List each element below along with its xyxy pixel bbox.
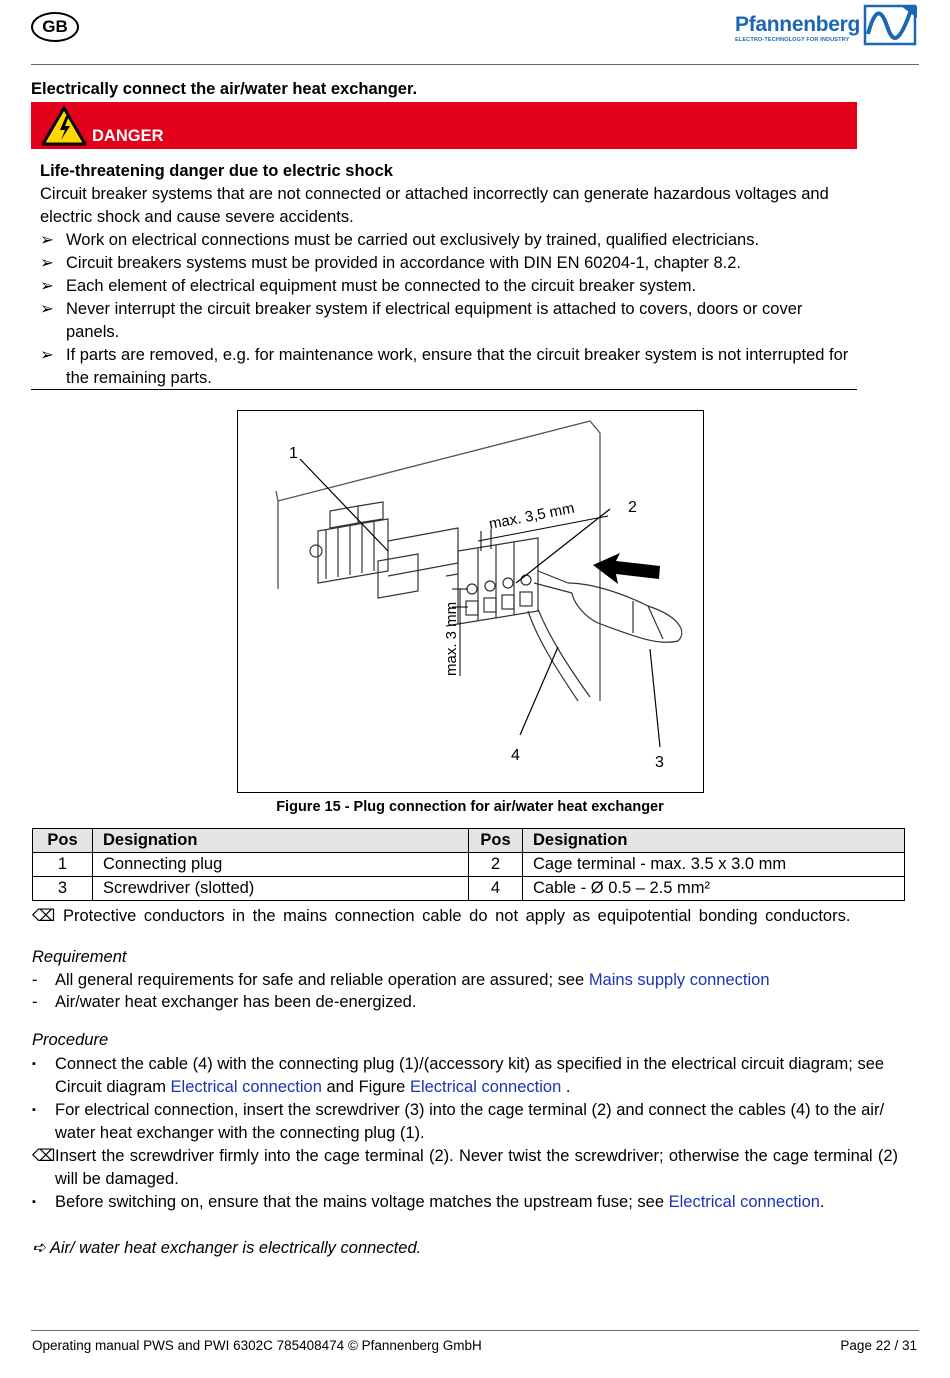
table-cell: Cage terminal - max. 3.5 x 3.0 mm (523, 853, 905, 877)
table-row (33, 853, 905, 877)
procedure-note: ⌫ Insert the screwdriver firmly into the cage terminal (2). Never twist the screwdriver; otherwise the cage terminal (2) will be damaged. (32, 1147, 898, 1188)
table-cell: Connecting plug (93, 853, 469, 877)
footer-rule (31, 1330, 919, 1331)
dim-horizontal-label: max. 3,5 mm (487, 499, 576, 533)
note-text: Protective conductors in the mains connection cable do not apply as equipotential bonding conductors. (62, 907, 851, 925)
language-badge: GB (31, 12, 79, 42)
table-cell: 2 (469, 853, 523, 877)
danger-intro: Circuit breaker systems that are not connected or attached incorrectly can generate hazardous voltages and electric shock and cause severe accidents. (40, 185, 829, 226)
list-item: - All general requirements for safe and reliable operation are assured; see Mains supply connection (32, 971, 770, 989)
bullet-arrow-icon: ➢ (40, 277, 54, 295)
bullet-arrow-icon: ➢ (40, 346, 54, 364)
column-header: Pos (469, 829, 523, 853)
danger-item: ➢ Work on electrical connections must be carried out exclusively by trained, qualified electricians. (40, 229, 850, 252)
result-text: Air/ water heat exchanger is electrically connected. (49, 1239, 422, 1257)
pfannenberg-wave-icon (863, 4, 917, 46)
procedure-step: ▪ Before switching on, ensure that the mains voltage matches the upstream fuse; see Electrical connection. (32, 1191, 898, 1214)
plug-connection-drawing (238, 411, 703, 792)
electrical-connection-link[interactable]: Electrical connection (170, 1078, 322, 1096)
mains-supply-connection-link[interactable]: Mains supply connection (588, 971, 770, 989)
note-icon: ⌫ (32, 1147, 56, 1165)
callout-2: 2 (628, 499, 637, 516)
callout-3: 3 (655, 754, 664, 771)
dash-marker: - (32, 993, 38, 1011)
result-line (32, 1238, 421, 1258)
footer-page-number: Page 22 / 31 (840, 1338, 917, 1353)
square-bullet-icon: ▪ (32, 1196, 36, 1208)
square-bullet-icon: ▪ (32, 1058, 36, 1070)
logo-tagline: ELECTRO-TECHNOLOGY FOR INDUSTRY (735, 37, 850, 43)
electrical-connection-link[interactable]: Electrical connection (409, 1078, 562, 1096)
table-cell: Screwdriver (slotted) (93, 877, 469, 901)
header-rule (31, 64, 919, 65)
table-cell: Cable - Ø 0.5 – 2.5 mm² (523, 877, 905, 901)
danger-body (40, 160, 850, 390)
danger-item: ➢ Each element of electrical equipment must be connected to the circuit breaker system. (40, 275, 850, 298)
column-header: Designation (93, 829, 469, 853)
danger-heading: Life-threatening danger due to electric shock (40, 162, 393, 180)
danger-item: ➢ If parts are removed, e.g. for maintenance work, ensure that the circuit breaker system is not interrupted for the remaining parts. (40, 346, 849, 387)
bullet-arrow-icon: ➢ (40, 231, 54, 249)
footer-document-info: Operating manual PWS and PWI 6302C 785408474 © Pfannenberg GmbH (32, 1338, 482, 1353)
figure-caption: Figure 15 - Plug connection for air/water heat exchanger (276, 799, 664, 815)
procedure-step: ▪ Connect the cable (4) with the connecting plug (1)/(accessory kit) as specified in the electrical circuit diagram; see Circuit diagram Electrical connection and Figure Electrical connection . (32, 1055, 885, 1096)
table-row (33, 877, 905, 901)
electrical-connection-link[interactable]: Electrical connection (668, 1193, 820, 1211)
requirement-list (32, 969, 912, 1013)
result-arrow-icon: ➪ (32, 1239, 46, 1257)
note-icon: ⌫ (32, 907, 56, 925)
bullet-arrow-icon: ➢ (40, 300, 54, 318)
electric-hazard-icon (41, 106, 87, 146)
requirement-heading: Requirement (32, 948, 127, 966)
column-header: Pos (33, 829, 93, 853)
list-item: - Air/water heat exchanger has been de-energized. (32, 993, 417, 1011)
table-cell: 4 (469, 877, 523, 901)
table-cell: 1 (33, 853, 93, 877)
table-cell: 3 (33, 877, 93, 901)
bullet-arrow-icon: ➢ (40, 254, 54, 272)
column-header: Designation (523, 829, 905, 853)
insert-direction-arrow-icon (593, 553, 660, 584)
section-title: Electrically connect the air/water heat exchanger. (31, 80, 418, 98)
callout-1: 1 (289, 445, 298, 462)
danger-item: ➢ Circuit breakers systems must be provided in accordance with DIN EN 60204-1, chapter 8.2. (40, 252, 850, 275)
dim-vertical-label: max. 3 mm (443, 601, 460, 676)
square-bullet-icon: ▪ (32, 1104, 36, 1116)
callout-4: 4 (511, 747, 520, 764)
danger-item: ➢ Never interrupt the circuit breaker system if electrical equipment is attached to covers, doors or cover panels. (40, 300, 803, 341)
danger-bottom-rule (31, 389, 857, 390)
position-table (32, 828, 905, 901)
procedure-list (32, 1053, 898, 1214)
dash-marker: - (32, 971, 38, 989)
danger-label: DANGER (92, 127, 164, 145)
table-header-row (33, 829, 905, 853)
figure-plug-connection (237, 410, 704, 793)
procedure-heading: Procedure (32, 1031, 109, 1049)
danger-banner (31, 102, 857, 149)
pfannenberg-logo (733, 4, 919, 46)
procedure-step: ▪ For electrical connection, insert the screwdriver (3) into the cage terminal (2) and connect the cables (4) to the air/ water heat exchanger with the connecting plug (1). (32, 1101, 885, 1142)
logo-name: Pfannenberg (735, 13, 861, 36)
protective-conductor-note (32, 906, 912, 926)
